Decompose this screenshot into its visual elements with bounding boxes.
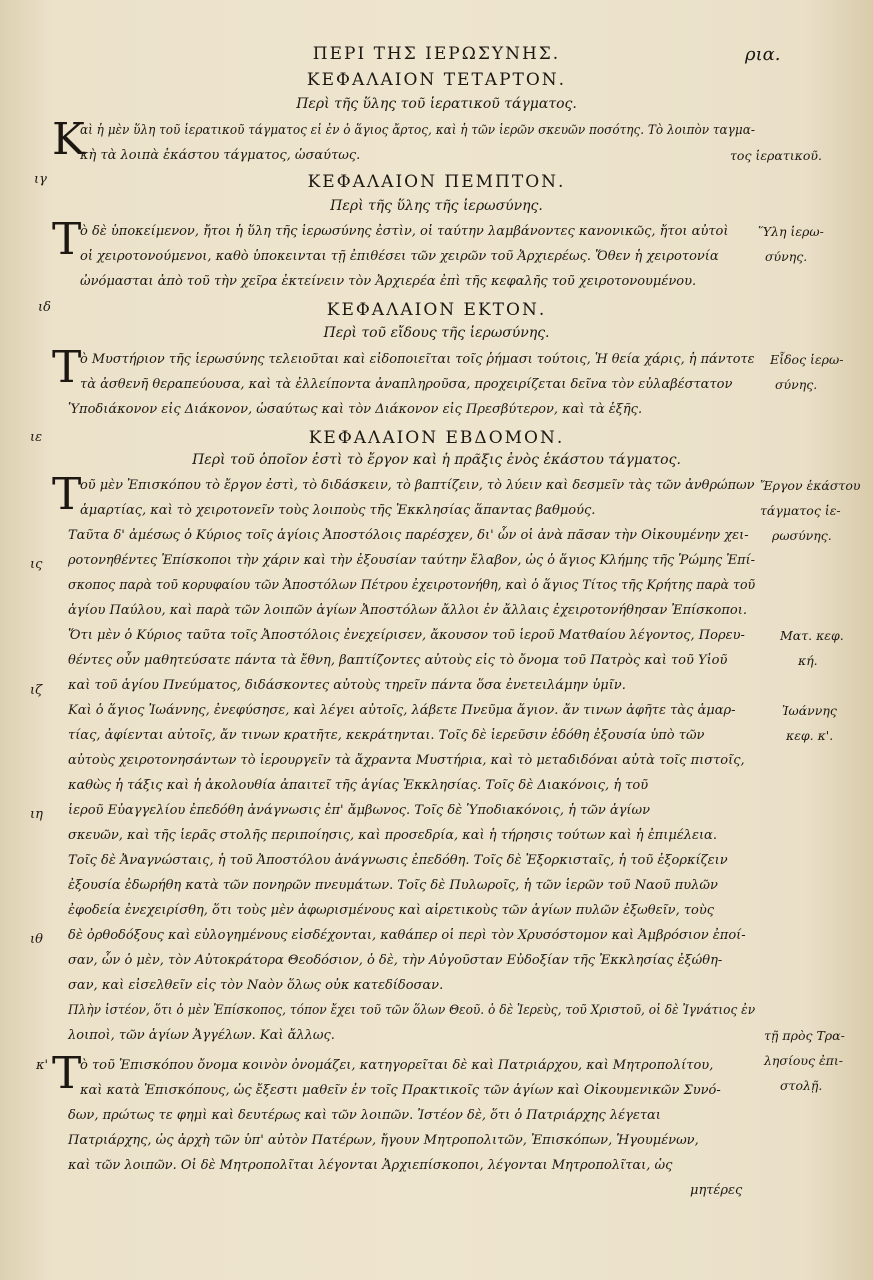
text-line: κὴ τὰ λοιπὰ ἑκάστου τάγματος, ὡσαύτως. [80, 148, 361, 163]
running-head: ΠΕΡΙ ΤΗΣ ΙΕΡΩΣΥΝΗΣ. [312, 44, 561, 64]
text-line: ἐξουσία ἐδωρήθη κατὰ τῶν πονηρῶν πνευμάτων. Τοῖς δὲ Πυλωροῖς, ἡ τῶν ἱερῶν τοῦ Ναοῦ πυλῶν [68, 878, 718, 893]
left-margin-mark: ιθ [30, 932, 43, 947]
margin-note: ρωσύνης. [772, 528, 832, 543]
text-line: σκευῶν, καὶ τῆς ἱερᾶς στολῆς περιποίησις, καὶ προσεδρία, καὶ ἡ τήρησις τούτων καὶ ἡ ἐπιμέλεια. [68, 828, 717, 843]
text-line: οἱ χειροτονούμενοι, καθὸ ὑποκεινται τῇ ἐπιθέσει τῶν χειρῶν τοῦ Ἀρχιερέως. Ὅθεν ἡ χειροτονία [80, 249, 719, 264]
chapter-heading: ΚΕΦΑΛΑΙΟΝ ΤΕΤΑΡΤΟΝ. [306, 70, 567, 90]
margin-note: Ματ. κεφ. [780, 628, 844, 643]
text-line: τίας, ἀφίενται αὐτοῖς, ἄν τινων κρατῆτε, κεκράτηνται. Τοῖς δὲ ἱερεῦσιν ἐδόθη ἐξουσία ὑπὸ τῶν [68, 728, 705, 743]
text-line: αὐτοὺς χειροτονησάντων τὸ ἱερουργεῖν τὰ ἄχραντα Μυστήρια, καὶ τὸ μεταδιδόναι αὐτὰ τοῖς πιστοῖς, [68, 753, 745, 768]
text-line: Ταῦτα δ' ἀμέσως ὁ Κύριος τοῖς ἁγίοις Ἀποστόλοις παρέσχεν, δι' ὧν οἱ ἀνὰ πᾶσαν τὴν Οἰκουμένην χει- [68, 528, 749, 543]
catchword: μητέρες [690, 1183, 743, 1198]
drop-capital: T [52, 469, 82, 520]
text-line: ὸ Μυστήριον τῆς ἱερωσύνης τελειοῦται καὶ εἰδοποιεῖται τοῖς ῥήμασι τούτοις, Ἡ θεία χάρις, ἡ πάντοτε [80, 352, 755, 367]
margin-note: κεφ. κ'. [786, 728, 834, 743]
text-line: Πλὴν ἰστέον, ὅτι ὁ μὲν Ἐπίσκοπος, τόπον ἔχει τοῦ τῶν ὅλων Θεοῦ. ὁ δὲ Ἱερεὺς, τοῦ Χριστοῦ, οἱ δὲ Ἰγνάτιος ἐν [68, 1003, 756, 1018]
text-line: σαν, καὶ εἰσελθεῖν εἰς τὸν Ναὸν ὅλως οὐκ κατεδίδοσαν. [68, 978, 444, 993]
text-line: σκοπος παρὰ τοῦ κορυφαίου τῶν Ἀποστόλων Πέτρου ἐχειροτονήθη, καὶ ὁ ἅγιος Τίτος τῆς Κρήτης παρὰ τοῦ [68, 578, 756, 593]
text-line: Τοῖς δὲ Ἀναγνώσταις, ἡ τοῦ Ἀποστόλου ἀνάγνωσις ἐπεδόθη. Τοῖς δὲ Ἐξορκισταῖς, ἡ τοῦ ἐξορκίζειν [68, 853, 728, 868]
text-line: ροτονηθέντες Ἐπίσκοποι τὴν χάριν καὶ τὴν ἐξουσίαν ταύτην ἔλαβον, ὡς ὁ ἅγιος Κλήμης τῆς Ῥώμης Ἐπί- [68, 553, 756, 568]
drop-capital: T [52, 342, 82, 393]
margin-note: Ἰωάννης [782, 703, 837, 718]
left-margin-mark: ιη [30, 807, 43, 822]
text-line: Ὑποδιάκονον εἰς Διάκονον, ὡσαύτως καὶ τὸν Διάκονον εἰς Πρεσβύτερον, καὶ τὰ ἑξῆς. [68, 402, 643, 417]
text-line: καὶ κατὰ Ἐπισκόπους, ὡς ἔξεστι μαθεῖν ἐν τοῖς Πρακτικοῖς τῶν ἁγίων καὶ Οἰκουμενικῶν Συνό- [80, 1083, 721, 1098]
margin-note: κή. [798, 653, 818, 668]
text-line: ἐφοδεία ἐνεχειρίσθη, ὅτι τοὺς μὲν ἀφωρισμένους καὶ αἱρετικοὺς τῶν ἁγίων πυλῶν ἐξωθεῖν, τοὺς [68, 903, 715, 918]
chapter-heading: ΚΕΦΑΛΑΙΟΝ ΕΚΤΟΝ. [326, 300, 547, 320]
left-margin-mark: ιε [30, 430, 43, 445]
chapter-subhead: Περὶ τῆς ὕλης τοῦ ἱερατικοῦ τάγματος. [296, 96, 577, 112]
text-line: θέντες οὖν μαθητεύσατε πάντα τὰ ἔθνη, βαπτίζοντες αὐτοὺς εἰς τὸ ὄνομα τοῦ Πατρὸς καὶ τοῦ Υἱοῦ [68, 653, 728, 668]
left-margin-mark: ιδ [38, 300, 51, 315]
text-line: Πατριάρχης, ὡς ἀρχὴ τῶν ὑπ' αὐτὸν Πατέρων, ἤγουν Μητροπολιτῶν, Ἐπισκόπων, Ἡγουμένων, [68, 1133, 699, 1148]
chapter-heading: ΚΕΦΑΛΑΙΟΝ ΕΒΔΟΜΟΝ. [308, 428, 565, 448]
drop-capital: T [52, 214, 82, 265]
margin-note: σύνης. [775, 377, 818, 392]
text-line: ὸ τοῦ Ἐπισκόπου ὄνομα κοινὸν ὀνομάζει, κατηγορεῖται δὲ καὶ Πατριάρχου, καὶ Μητροπολίτου, [80, 1058, 714, 1073]
left-margin-mark: ις [30, 557, 43, 572]
text-line: Καὶ ὁ ἅγιος Ἰωάννης, ἐνεφύσησε, καὶ λέγει αὐτοῖς, λάβετε Πνεῦμα ἅγιον. ἄν τινων ἀφῆτε τὰς ἁμαρ- [68, 703, 736, 718]
text-line: ἱεροῦ Εὐαγγελίου ἐπεδόθη ἀνάγνωσις ἐπ' ἄμβωνος. Τοῖς δὲ Ὑποδιακόνοις, ἡ τῶν ἁγίων [68, 803, 651, 818]
drop-capital: T [52, 1048, 82, 1099]
text-line: ὸ δὲ ὑποκείμενον, ἤτοι ἡ ὕλη τῆς ἱερωσύνης ἐστὶν, οἱ ταύτην λαμβάνοντες κανονικῶς, ἤτοι αὐτοὶ [80, 224, 729, 239]
text-line: καθὼς ἡ τάξις καὶ ἡ ἀκολουθία ἀπαιτεῖ τῆς ἁγίας Ἐκκλησίας. Τοῖς δὲ Διακόνοις, ἡ τοῦ [68, 778, 649, 793]
left-margin-mark: ιγ [34, 172, 47, 187]
text-line: δων, πρώτως τε φημὶ καὶ δευτέρως καὶ τῶν λοιπῶν. Ἰστέον δὲ, ὅτι ὁ Πατριάρχης λέγεται [68, 1108, 661, 1123]
drop-capital: K [52, 114, 85, 165]
folio-number: ρια. [745, 44, 781, 65]
margin-note: στολῇ. [780, 1078, 823, 1093]
margin-note: τος ἱερατικοῦ. [730, 148, 822, 163]
margin-note: λησίους ἐπι- [764, 1053, 843, 1068]
text-line: αὶ ἡ μὲν ὕλη τοῦ ἱερατικοῦ τάγματος εἰ ἐν ὁ ἅγιος ἄρτος, καὶ ἡ τῶν ἱερῶν σκευῶν ποσότης. Τὸ λοιπὸν ταγμα- [80, 123, 755, 138]
margin-note: Ἔργον ἑκάστου [760, 478, 861, 493]
text-line: καὶ τοῦ ἁγίου Πνεύματος, διδάσκοντες αὐτοὺς τηρεῖν πάντα ὅσα ἐνετειλάμην ὑμῖν. [68, 678, 626, 693]
text-line: ἁγίου Παύλου, καὶ παρὰ τῶν λοιπῶν ἁγίων Ἀποστόλων ἄλλοι ἐν ἄλλαις ἐχειροτονήθησαν Ἐπίσκοποι. [68, 603, 747, 618]
text-line: καὶ τῶν λοιπῶν. Οἱ δὲ Μητροπολῖται λέγονται Ἀρχιεπίσκοποι, λέγονται Μητροπολῖται, ὡς [68, 1158, 673, 1173]
margin-note: Ὕλη ἱερω- [758, 224, 824, 239]
chapter-heading: ΚΕΦΑΛΑΙΟΝ ΠΕΜΠΤΟΝ. [307, 172, 566, 192]
margin-note: σύνης. [765, 249, 808, 264]
margin-note: τάγματος ἱε- [760, 503, 841, 518]
text-line: οῦ μὲν Ἐπισκόπου τὸ ἔργον ἐστὶ, τὸ διδάσκειν, τὸ βαπτίζειν, τὸ λύειν καὶ δεσμεῖν τὰς τῶν ἀνθρώπων [80, 478, 755, 493]
left-margin-mark: ιζ [30, 683, 43, 698]
text-line: τὰ ἀσθενῆ θεραπεύουσα, καὶ τὰ ἐλλείποντα ἀναπληροῦσα, προχειρίζεται δεῖνα τὸν εὐλαβέστατον [80, 377, 733, 392]
margin-note: τῇ πρὸς Τρα- [764, 1028, 845, 1043]
left-margin-mark: κ' [36, 1058, 49, 1073]
text-line: λοιποὶ, τῶν ἁγίων Ἀγγέλων. Καὶ ἄλλως. [68, 1028, 335, 1043]
text-line: δὲ ὀρθοδόξους καὶ εὐλογημένους εἰσδέχονται, καθάπερ οἱ περὶ τὸν Χρυσόστομον καὶ Ἀμβρόσιον ἐποί- [68, 928, 746, 943]
text-line: ὠνόμασται ἀπὸ τοῦ τὴν χεῖρα ἐκτείνειν τὸν Ἀρχιερέα ἐπὶ τῆς κεφαλῆς τοῦ χειροτονουμένου. [80, 274, 697, 289]
chapter-subhead: Περὶ τοῦ ὁποῖον ἐστὶ τὸ ἔργον καὶ ἡ πρᾶξις ἑνὸς ἑκάστου τάγματος. [192, 452, 681, 468]
text-line: σαν, ὧν ὁ μὲν, τὸν Αὐτοκράτορα Θεοδόσιον, ὁ δὲ, τὴν Αὐγοῦσταν Εὐδοξίαν τῆς Ἐκκλησίας ἐξώθη- [68, 953, 723, 968]
chapter-subhead: Περὶ τοῦ εἴδους τῆς ἱερωσύνης. [323, 325, 550, 341]
margin-note: Εἶδος ἱερω- [770, 352, 844, 367]
chapter-subhead: Περὶ τῆς ὕλης τῆς ἱερωσύνης. [330, 198, 543, 214]
text-line: Ὅτι μὲν ὁ Κύριος ταῦτα τοῖς Ἀποστόλοις ἐνεχείρισεν, ἄκουσον τοῦ ἱεροῦ Ματθαίου λέγοντος, Πορευ- [68, 628, 745, 643]
text-line: ἁμαρτίας, καὶ τὸ χειροτονεῖν τοὺς λοιποὺς τῆς Ἐκκλησίας ἅπαντας βαθμούς. [80, 503, 596, 518]
